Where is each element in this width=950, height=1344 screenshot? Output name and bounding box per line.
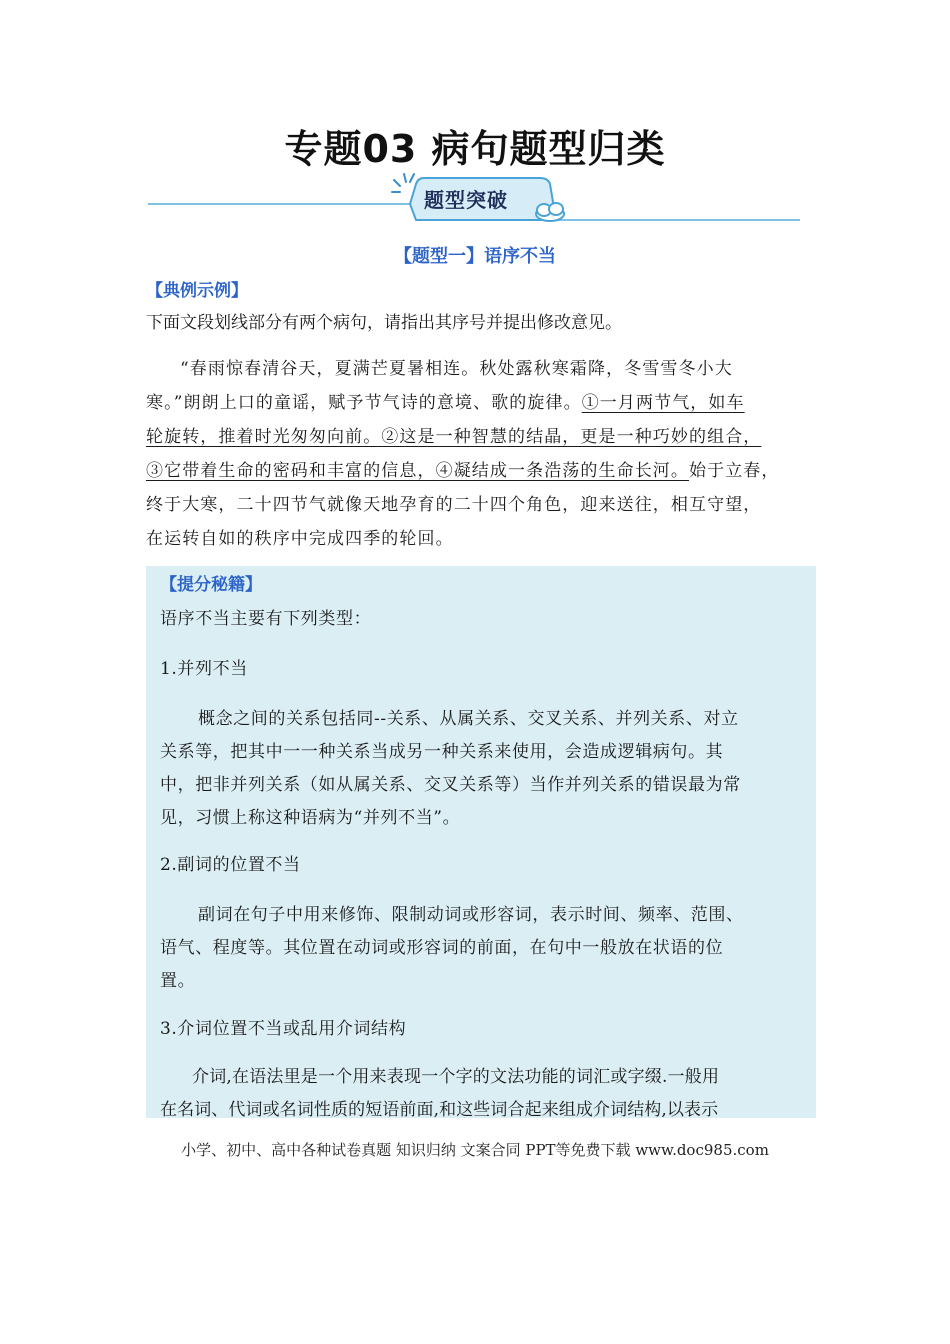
passage-line — [146, 352, 816, 386]
question-text: 下面文段划线部分有两个病句，请指出其序号并提出修改意见。 — [146, 313, 622, 333]
underlined-text: ③它带着生命的密码和丰富的信息，④凝结成一条浩荡的生命长河。 — [146, 461, 689, 481]
example-heading: 【典例示例】 — [146, 281, 248, 301]
tips-box — [146, 566, 816, 1118]
tips-paragraph-line: 副词在句子中用来修饰、限制动词或形容词，表示时间、频率、范围、 — [198, 905, 744, 925]
passage-line — [146, 454, 816, 488]
section-title: 1.并列不当 — [160, 659, 248, 679]
passage-line — [146, 386, 816, 420]
tips-paragraph-line: 关系等，把其中一一种关系当成另一种关系来使用，会造成逻辑病句。其 — [160, 742, 724, 762]
passage — [146, 352, 816, 556]
page-title: 专题03 病句题型归类 — [284, 127, 666, 171]
tips-paragraph-line: 介词,在语法里是一个用来表现一个字的文法功能的词汇或字缀.一般用 — [192, 1067, 720, 1087]
passage-line — [146, 420, 816, 454]
section-title: 3.介词位置不当或乱用介词结构 — [160, 1019, 407, 1039]
underlined-text: ①一月两节气，如车 — [581, 393, 745, 413]
type-heading: 【题型一】语序不当 — [394, 246, 556, 267]
tips-paragraph-line: 置。 — [160, 971, 196, 991]
footer-text: 小学、初中、高中各种试卷真题 知识归纳 文案合同 PPT等免费下载 www.doc985.com — [181, 1141, 769, 1159]
passage-text: 始于立春， — [689, 461, 780, 481]
passage-text: 寒。”朗朗上口的童谣，赋予节气诗的意境、歌的旋律。 — [146, 393, 582, 413]
tips-paragraph-line: 语气、程度等。其位置在动词或形容词的前面，在句中一般放在状语的位 — [160, 938, 724, 958]
banner-label: 题型突破 — [424, 188, 508, 212]
section-title: 2.副词的位置不当 — [160, 855, 301, 875]
passage-text: “春雨惊春清谷天，夏满芒夏暑相连。秋处露秋寒霜降，冬雪雪冬小大 — [180, 359, 733, 379]
passage-text: 在运转自如的秩序中完成四季的轮回。 — [146, 529, 454, 549]
tips-paragraph-line: 在名词、代词或名词性质的短语前面,和这些词合起来组成介词结构,以表示 — [160, 1100, 719, 1118]
passage-line — [146, 488, 816, 522]
tips-paragraph-line: 见，习惯上称这种语病为“并列不当”。 — [160, 808, 461, 828]
section-banner — [148, 170, 800, 226]
tips-heading: 【提分秘籍】 — [160, 575, 262, 595]
tips-paragraph-line: 概念之间的关系包括同--关系、从属关系、交叉关系、并列关系、对立 — [198, 709, 739, 729]
sparkle-icon — [392, 174, 414, 192]
passage-text: 终于大寒，二十四节气就像天地孕育的二十四个角色，迎来送往，相互守望， — [146, 495, 762, 515]
underlined-text: 轮旋转，推着时光匆匆向前。②这是一种智慧的结晶，更是一种巧妙的组合， — [146, 427, 762, 447]
tips-intro: 语序不当主要有下列类型： — [160, 609, 372, 629]
cloud-icon — [536, 203, 564, 221]
passage-line — [146, 522, 816, 556]
tips-paragraph-line: 中，把非并列关系（如从属关系、交叉关系等）当作并列关系的错误最为常 — [160, 775, 741, 795]
